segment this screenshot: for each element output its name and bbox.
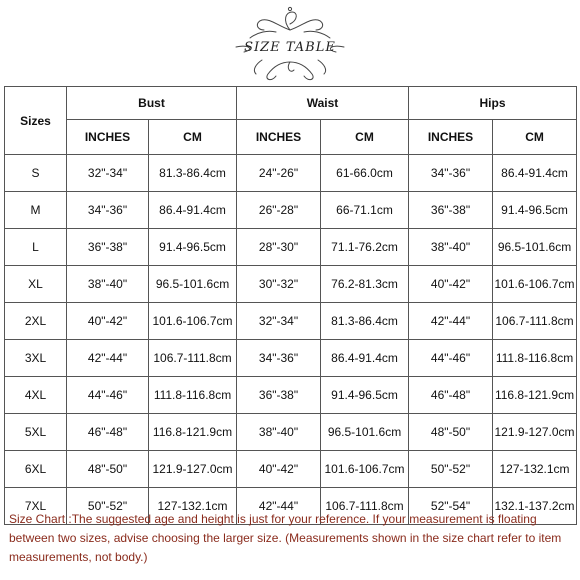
waist-inches-cell: 32"-34" [237, 303, 321, 340]
bust-inches-cell: 32"-34" [67, 155, 149, 192]
hips-cm-cell: 127-132.1cm [493, 451, 577, 488]
size-cell: M [5, 192, 67, 229]
bust-cm-cell: 86.4-91.4cm [149, 192, 237, 229]
waist-cm-cell: 106.7-111.8cm [321, 488, 409, 525]
waist-cm-cell: 101.6-106.7cm [321, 451, 409, 488]
bust-inches-cell: 50"-52" [67, 488, 149, 525]
waist-inches-cell: 38"-40" [237, 414, 321, 451]
hips-cm-cell: 132.1-137.2cm [493, 488, 577, 525]
hips-cm-cell: 111.8-116.8cm [493, 340, 577, 377]
waist-inches-cell: 30"-32" [237, 266, 321, 303]
hips-inches-cell: 46"-48" [409, 377, 493, 414]
bust-inches-cell: 46"-48" [67, 414, 149, 451]
size-cell: 5XL [5, 414, 67, 451]
hips-cm-cell: 91.4-96.5cm [493, 192, 577, 229]
hips-inches-cell: 34"-36" [409, 155, 493, 192]
table-row [5, 155, 577, 192]
hips-inches-cell: 38"-40" [409, 229, 493, 266]
bust-inches-cell: 42"-44" [67, 340, 149, 377]
bust-inches-cell: 36"-38" [67, 229, 149, 266]
waist-cm-cell: 81.3-86.4cm [321, 303, 409, 340]
waist-cm-cell: 96.5-101.6cm [321, 414, 409, 451]
table-row [5, 414, 577, 451]
hips-cm-cell: 101.6-106.7cm [493, 266, 577, 303]
group-header-row [5, 87, 577, 120]
table-row [5, 266, 577, 303]
hips-cm-cell: 106.7-111.8cm [493, 303, 577, 340]
bust-inches-cell: 40"-42" [67, 303, 149, 340]
waist-inches-cell: 34"-36" [237, 340, 321, 377]
bust-cm-cell: 111.8-116.8cm [149, 377, 237, 414]
waist-inches-cell: 36"-38" [237, 377, 321, 414]
hips-cm-cell: 96.5-101.6cm [493, 229, 577, 266]
hips-inches-cell: 44"-46" [409, 340, 493, 377]
size-cell: 4XL [5, 377, 67, 414]
bust-inches-cell: 34"-36" [67, 192, 149, 229]
hips-inches-header: INCHES [409, 120, 493, 155]
bust-inches-cell: 48"-50" [67, 451, 149, 488]
table-row [5, 340, 577, 377]
table-row [5, 451, 577, 488]
waist-cm-cell: 86.4-91.4cm [321, 340, 409, 377]
sizes-header: Sizes [5, 87, 67, 155]
waist-inches-cell: 42"-44" [237, 488, 321, 525]
waist-cm-header: CM [321, 120, 409, 155]
hips-inches-cell: 36"-38" [409, 192, 493, 229]
table-row [5, 377, 577, 414]
bust-cm-cell: 127-132.1cm [149, 488, 237, 525]
hips-inches-cell: 52"-54" [409, 488, 493, 525]
bust-inches-cell: 44"-46" [67, 377, 149, 414]
waist-cm-cell: 66-71.1cm [321, 192, 409, 229]
hips-inches-cell: 40"-42" [409, 266, 493, 303]
waist-cm-cell: 91.4-96.5cm [321, 377, 409, 414]
bust-cm-cell: 81.3-86.4cm [149, 155, 237, 192]
waist-inches-cell: 26"-28" [237, 192, 321, 229]
size-cell: 7XL [5, 488, 67, 525]
bust-cm-cell: 96.5-101.6cm [149, 266, 237, 303]
table-row [5, 229, 577, 266]
waist-inches-cell: 24"-26" [237, 155, 321, 192]
bust-inches-header: INCHES [67, 120, 149, 155]
bust-cm-header: CM [149, 120, 237, 155]
header [0, 0, 580, 84]
waist-inches-cell: 28"-30" [237, 229, 321, 266]
table-row [5, 192, 577, 229]
size-chart-note: Size Chart :The suggested age and height is just for your reference. If your measurement is floating between two sizes, advise choosing the larger size. (Measurements shown in the size chart refer to item measurements, not body.) [9, 512, 562, 564]
size-cell: 3XL [5, 340, 67, 377]
hips-inches-cell: 42"-44" [409, 303, 493, 340]
bust-cm-cell: 91.4-96.5cm [149, 229, 237, 266]
table-row [5, 303, 577, 340]
hips-inches-cell: 48"-50" [409, 414, 493, 451]
hips-cm-header: CM [493, 120, 577, 155]
waist-cm-cell: 76.2-81.3cm [321, 266, 409, 303]
waist-cm-cell: 61-66.0cm [321, 155, 409, 192]
hips-inches-cell: 50"-52" [409, 451, 493, 488]
bust-cm-cell: 106.7-111.8cm [149, 340, 237, 377]
bust-cm-cell: 116.8-121.9cm [149, 414, 237, 451]
size-rows [5, 155, 577, 525]
hips-header: Hips [409, 87, 577, 120]
size-cell: 2XL [5, 303, 67, 340]
waist-inches-cell: 40"-42" [237, 451, 321, 488]
hips-cm-cell: 116.8-121.9cm [493, 377, 577, 414]
size-cell: L [5, 229, 67, 266]
waist-header: Waist [237, 87, 409, 120]
bust-inches-cell: 38"-40" [67, 266, 149, 303]
unit-header-row [5, 120, 577, 155]
waist-inches-header: INCHES [237, 120, 321, 155]
waist-cm-cell: 71.1-76.2cm [321, 229, 409, 266]
hips-cm-cell: 121.9-127.0cm [493, 414, 577, 451]
size-chart-table [4, 86, 577, 525]
hips-cm-cell: 86.4-91.4cm [493, 155, 577, 192]
size-cell: 6XL [5, 451, 67, 488]
bust-cm-cell: 121.9-127.0cm [149, 451, 237, 488]
size-cell: XL [5, 266, 67, 303]
size-cell: S [5, 155, 67, 192]
bust-header: Bust [67, 87, 237, 120]
bust-cm-cell: 101.6-106.7cm [149, 303, 237, 340]
size-table-title: SIZE TABLE [244, 40, 336, 55]
